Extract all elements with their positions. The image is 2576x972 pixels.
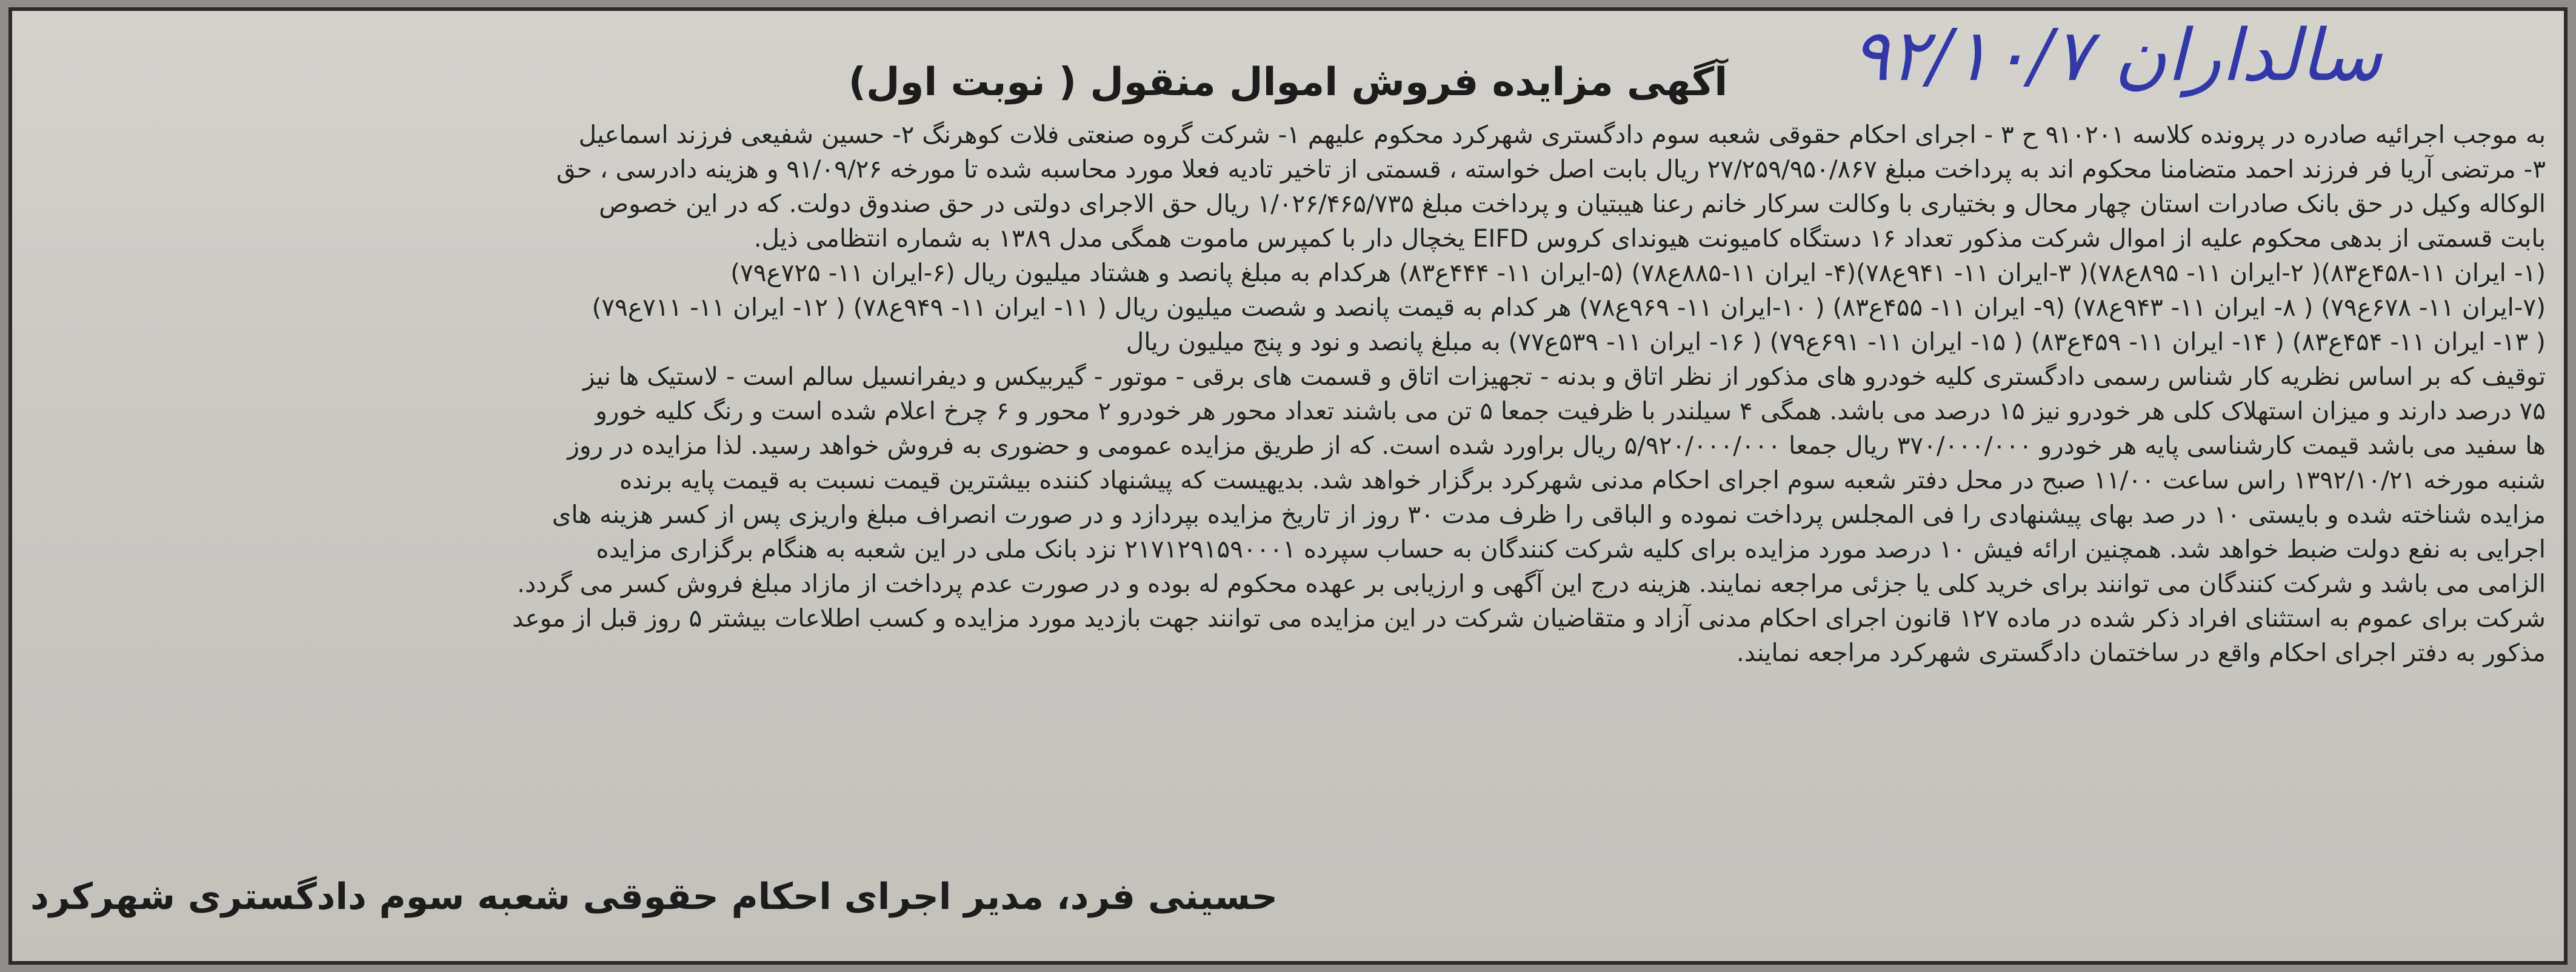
body-line: ۷۵ درصد دارند و میزان استهلاک کلی هر خودرو نیز ۱۵ درصد می باشد. همگی ۴ سیلندر با ظرفیت جمعا ۵ تن می باشند تعداد محور هر خودرو ۲ محور و ۶ چرخ اعلام شده است و رنگ کلیه خورو [595,396,2546,425]
body-line: اجرایی به نفع دولت ضبط خواهد شد. همچنین ارائه فیش ۱۰ درصد مورد مزایده برای کلیه شرکت کنندگان به حساب سپرده ۲۱۷۱۲۹۱۵۹۰۰۰۱ نزد بانک ملی در این شعبه به هنگام برگزاری مزایده [596,534,2546,564]
body-line: شنبه مورخه ۱۳۹۲/۱۰/۲۱ راس ساعت ۱۱/۰۰ صبح در محل دفتر شعبه سوم اجرای احکام مدنی شهرکرد برگزار خواهد شد. بدیهیست که پیشنهاد کننده بیشترین قیمت نسبت به قیمت پایه برنده [619,465,2546,494]
body-line: به موجب اجرائیه صادره در پرونده کلاسه ۹۱۰۲۰۱ ح ۳ - اجرای احکام حقوقی شعبه سوم دادگستری شهرکرد محکوم علیهم ۱- شرکت گروه صنعتی فلات کوهرنگ ۲- حسین شفیعی فرزند اسماعیل [578,120,2546,149]
body-line: توقیف که بر اساس نظریه کار شناس رسمی دادگستری کلیه خودرو های مذکور از نظر اتاق و بدنه - تجهیزات اتاق و قسمت های برقی - موتور - گیربیکس و دیفرانسیل سالم است - لاستیک ها نیز [582,362,2546,391]
handwritten-date-note: سالداران ۹۲/۱۰/۷ [1851,13,2382,97]
body-line: الوکاله وکیل در حق بانک صادرات استان چهار محال و بختیاری با وکالت سرکار خانم رعنا هیبتیان و پرداخت مبلغ ۱/۰۲۶/۴۶۵/۷۳۵ ریال حق الاجرای دولتی در حق صندوق دولت. که در این خصوص [599,189,2546,218]
notice-clipping [8,7,2568,965]
body-line: بابت قسمتی از بدهی محکوم علیه از اموال شرکت مذکور تعداد ۱۶ دستگاه کامیونت هیوندای کروس EIFD یخچال دار با کمپرس ماموت همگی مدل ۱۳۸۹ به شماره انتظامی ذیل. [753,224,2546,253]
body-line: مذکور به دفتر اجرای احکام واقع در ساختمان دادگستری شهرکرد مراجعه نمایند. [1736,638,2546,667]
body-line: ها سفید می باشد قیمت کارشناسی پایه هر خودرو ۳۷۰/۰۰۰/۰۰۰ ریال جمعا ۵/۹۲۰/۰۰۰/۰۰۰ ریال براورد شده است. که از طریق مزایده عمومی و حضوری به فروش خواهد رسید. لذا مزایده در روز [567,431,2546,460]
signature-line: حسینی فرد، مدیر اجرای احکام حقوقی شعبه سوم دادگستری شهرکرد [30,876,1278,918]
body-line: (۷-ایران ۱۱- ۶۷۸ع۷۹) ( ۸- ایران ۱۱- ۹۴۳ع۷۸) (۹- ایران ۱۱- ۴۵۵ع۸۳) ( ۱۰-ایران ۱۱- ۹۶۹ع۷۸) هر کدام به قیمت پانصد و شصت میلیون ریال ( ۱۱- ایران ۱۱- ۹۴۹ع۷۸) ( ۱۲- ایران ۱۱- ۷۱۱ع۷۹) [592,293,2546,322]
body-line: ( ۱۳- ایران ۱۱- ۴۵۴ع۸۳) ( ۱۴- ایران ۱۱- ۴۵۹ع۸۳) ( ۱۵- ایران ۱۱- ۶۹۱ع۷۹) ( ۱۶- ایران ۱۱- ۵۳۹ع۷۷) به مبلغ پانصد و نود و پنج میلیون ریال [1126,327,2546,356]
notice-body [30,118,2546,670]
body-line: مزایده شناخته شده و بایستی ۱۰ در صد بهای پیشنهادی را فی المجلس پرداخت نموده و الباقی را ظرف مدت ۳۰ روز از تاریخ مزایده بپردازد و در صورت انصراف مبلغ واریزی پس از کسر هزینه های [552,500,2546,529]
body-line: (۱- ایران ۱۱-۴۵۸ع۸۳)( ۲-ایران ۱۱- ۸۹۵ع۷۸)( ۳-ایران ۱۱- ۹۴۱ع۷۸)(۴- ایران ۱۱-۸۸۵ع۷۸) (۵-ایران ۱۱- ۴۴۴ع۸۳) هرکدام به مبلغ پانصد و هشتاد میلیون ریال (۶-ایران ۱۱- ۷۲۵ع۷۹) [730,258,2546,287]
body-line: الزامی می باشد و شرکت کنندگان می توانند برای خرید کلی یا جزئی مراجعه نمایند. هزینه درج این آگهی و ارزیابی بر عهده محکوم له بوده و در صورت عدم پرداخت از مازاد مبلغ فروش کسر می گردد. [517,569,2546,598]
body-line: ۳- مرتضی آریا فر فرزند احمد متضامنا محکوم اند به پرداخت مبلغ ۲۷/۲۵۹/۹۵۰/۸۶۷ ریال بابت اصل خواسته ، قسمتی از تاخیر تادیه فعلا مورد محاسبه شده تا مورخه ۹۱/۰۹/۲۶ و هزینه دادرسی ، حق [556,155,2546,184]
notice-title: آگهی مزایده فروش اموال منقول ( نوبت اول) [848,60,1728,105]
body-line: شرکت برای عموم به استثنای افراد ذکر شده در ماده ۱۲۷ قانون اجرای احکام مدنی آزاد و متقاضیان شرکت در این مزایده می توانند جهت بازدید مورد مزایده و کسب اطلاعات بیشتر ۵ روز قبل از موعد [512,604,2546,633]
